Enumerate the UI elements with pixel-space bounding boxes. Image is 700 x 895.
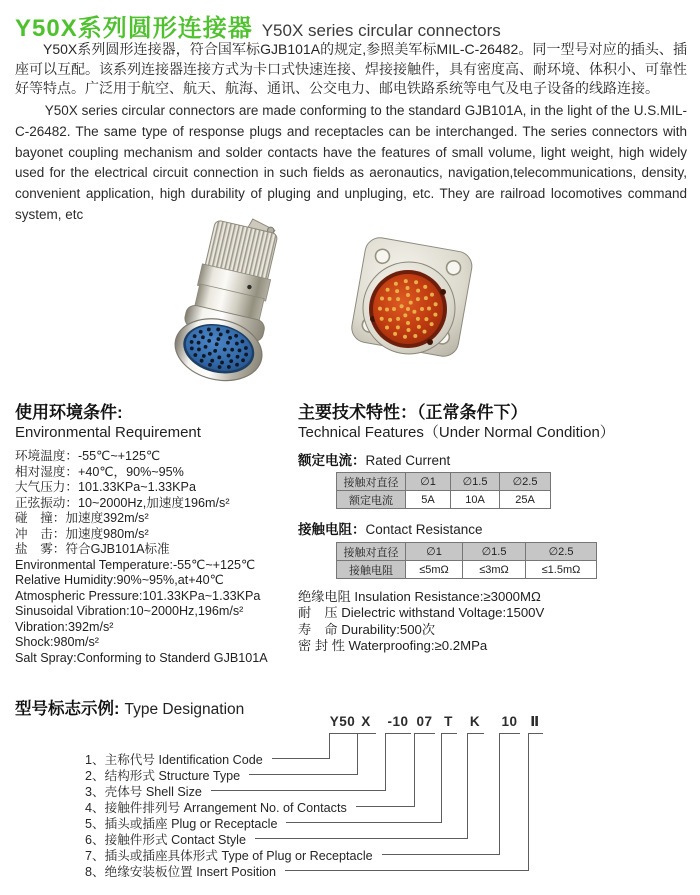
designation-token: Ⅱ: [530, 714, 540, 729]
page-title-cn: Y50X系列圆形连接器: [15, 15, 253, 42]
designation-item: 4、接触件排列号 Arrangement No. of Contacts: [85, 798, 415, 814]
table-cell: ≤3mΩ: [463, 561, 526, 579]
rated-current-label: 额定电流：Rated Current: [298, 453, 451, 468]
technical-heading-cn: 主要技术特性：（正常条件下）: [298, 403, 528, 422]
leader-line: [285, 870, 529, 871]
table-cell: 5A: [406, 491, 451, 509]
designation-item: 1、主称代号 Identification Code: [85, 750, 330, 766]
table-cell: 10A: [451, 491, 500, 509]
designation-item: 3、壳体号 Shell Size: [85, 782, 386, 798]
table-header-cell: ∅2.5: [526, 543, 597, 561]
table-cell: 25A: [500, 491, 551, 509]
table-header-cell: 接触对直径: [337, 473, 406, 491]
token-underline: [528, 733, 543, 734]
env-line: 冲 击：加速度980m/s²: [15, 526, 149, 541]
tech-line: 寿 命 Durability:500次: [298, 621, 436, 637]
token-underline: [357, 733, 376, 734]
env-line: Vibration:392m/s²: [15, 619, 114, 634]
table-row-label: 额定电流: [337, 491, 406, 509]
table-header-cell: ∅2.5: [500, 473, 551, 491]
contact-resistance-table: [336, 542, 597, 579]
designation-token: -10: [387, 714, 409, 729]
tech-line: 密 封 性 Waterproofing:≥0.2MPa: [298, 638, 488, 654]
receptacle-connector-photo: [342, 234, 488, 374]
designation-token: 07: [416, 714, 433, 729]
contact-resistance-label: 接触电阻：Contact Resistance: [298, 522, 483, 537]
env-line: 大气压力：101.33KPa~1.33KPa: [15, 480, 196, 494]
env-line: Salt Spray:Conforming to Standerd GJB101A: [15, 650, 268, 665]
connector-line: [441, 734, 442, 822]
designation-item: 6、接触件形式 Contact Style: [85, 830, 468, 846]
connector-line: [499, 734, 500, 854]
table-header-cell: ∅1.5: [451, 473, 500, 491]
token-underline: [467, 733, 484, 734]
designation-item: 8、绝缘安装板位置 Insert Position: [85, 862, 529, 878]
connector-line: [528, 734, 529, 870]
leader-line: [211, 790, 386, 791]
designation-item: 7、插头或插座具体形式 Type of Plug or Receptacle: [85, 846, 500, 862]
table-header-cell: 接触对直径: [337, 543, 406, 561]
connector-line: [467, 734, 468, 838]
token-underline: [329, 733, 357, 734]
page-title-en: Y50X series circular connectors: [261, 21, 501, 40]
table-header-cell: ∅1: [406, 473, 451, 491]
leader-line: [382, 854, 500, 855]
designation-token: K: [469, 714, 481, 729]
rated-current-table: [336, 472, 551, 509]
intro-paragraph-en: Y50X series circular connectors are made conforming to the standard GJB101A, in the light of the U.S.MIL-C-26482. The same type of response plugs and receptacles can be interchanged. The series connectors with bayonet coupling mechanism and solder contacts have the features of small volume, light weight, high widely used for the electrical circuit connection in such fields as aeronautics, navigation,telecommunications, density, convenient application, high durability of pluging and unpluging, etc. They are railroad locomotives command system, etc: [15, 103, 687, 222]
designation-item: 2、结构形式 Structure Type: [85, 766, 358, 782]
leader-line: [286, 822, 442, 823]
leader-line: [255, 838, 468, 839]
token-underline: [385, 733, 411, 734]
env-line: Environmental Temperature:-55℃~+125℃: [15, 557, 256, 572]
env-line: Sinusoidal Vibration:10~2000Hz,196m/s²: [15, 604, 244, 618]
environmental-section: [15, 402, 298, 666]
table-cell: ≤1.5mΩ: [526, 561, 597, 579]
env-line: Relative Humidity:90%~95%,at+40℃: [15, 573, 224, 587]
technical-heading-en: Technical Features（Under Normal Condition）: [298, 424, 615, 441]
table-header-cell: ∅1: [406, 543, 463, 561]
designation-token: 10: [501, 714, 518, 729]
token-underline: [414, 733, 435, 734]
table-cell: ≤5mΩ: [406, 561, 463, 579]
leader-line: [272, 758, 330, 759]
env-line: 环境温度：-55℃~+125℃: [15, 449, 161, 463]
intro-paragraph-cn: Y50X系列圆形连接器，符合国军标GJB101A的规定,参照美军标MIL-C-26482。同一型号对应的插头、插座可以互配。该系列连接器连接方式为卡口式快速连接、焊接接触件，具有密度高、耐环境、体积小、可靠性好等特点。广泛用于航空、航天、航海、通讯、公交电力、邮电铁路系统等电气及电子设备的线路连接。: [15, 41, 687, 96]
table-row-label: 接触电阻: [337, 561, 406, 579]
designation-token: T: [444, 714, 453, 729]
connector-line: [414, 734, 415, 806]
environmental-heading-en: Environmental Requirement: [15, 424, 201, 441]
plug-connector-photo: [146, 212, 314, 388]
env-line: 碰 撞：加速度392m/s²: [15, 511, 149, 525]
type-designation-heading: 型号标志示例: Type Designation: [15, 700, 245, 718]
environmental-heading-cn: 使用环境条件:: [15, 403, 123, 422]
env-line: 正弦振动：10~2000Hz,加速度196m/s²: [15, 495, 230, 510]
designation-token: Y50: [329, 714, 356, 729]
designation-item: 5、插头或插座 Plug or Receptacle: [85, 814, 442, 830]
token-underline: [499, 733, 520, 734]
env-line: Shock:980m/s²: [15, 635, 99, 649]
env-line: 盐 雾：符合GJB101A标准: [15, 542, 170, 556]
table-header-cell: ∅1.5: [463, 543, 526, 561]
token-underline: [441, 733, 457, 734]
leader-line: [249, 774, 358, 775]
designation-token: X: [361, 714, 371, 729]
env-line: 相对湿度：+40℃，90%~95%: [15, 464, 184, 479]
technical-extra-lines: [298, 589, 698, 655]
technical-section: [298, 402, 698, 655]
tech-line: 绝缘电阻 Insulation Resistance:≥3000MΩ: [298, 589, 541, 604]
tech-line: 耐 压 Dielectric withstand Voltage:1500V: [298, 605, 545, 621]
env-line: Atmospheric Pressure:101.33KPa~1.33KPa: [15, 588, 261, 603]
page-title: [15, 8, 501, 43]
leader-line: [356, 806, 415, 807]
